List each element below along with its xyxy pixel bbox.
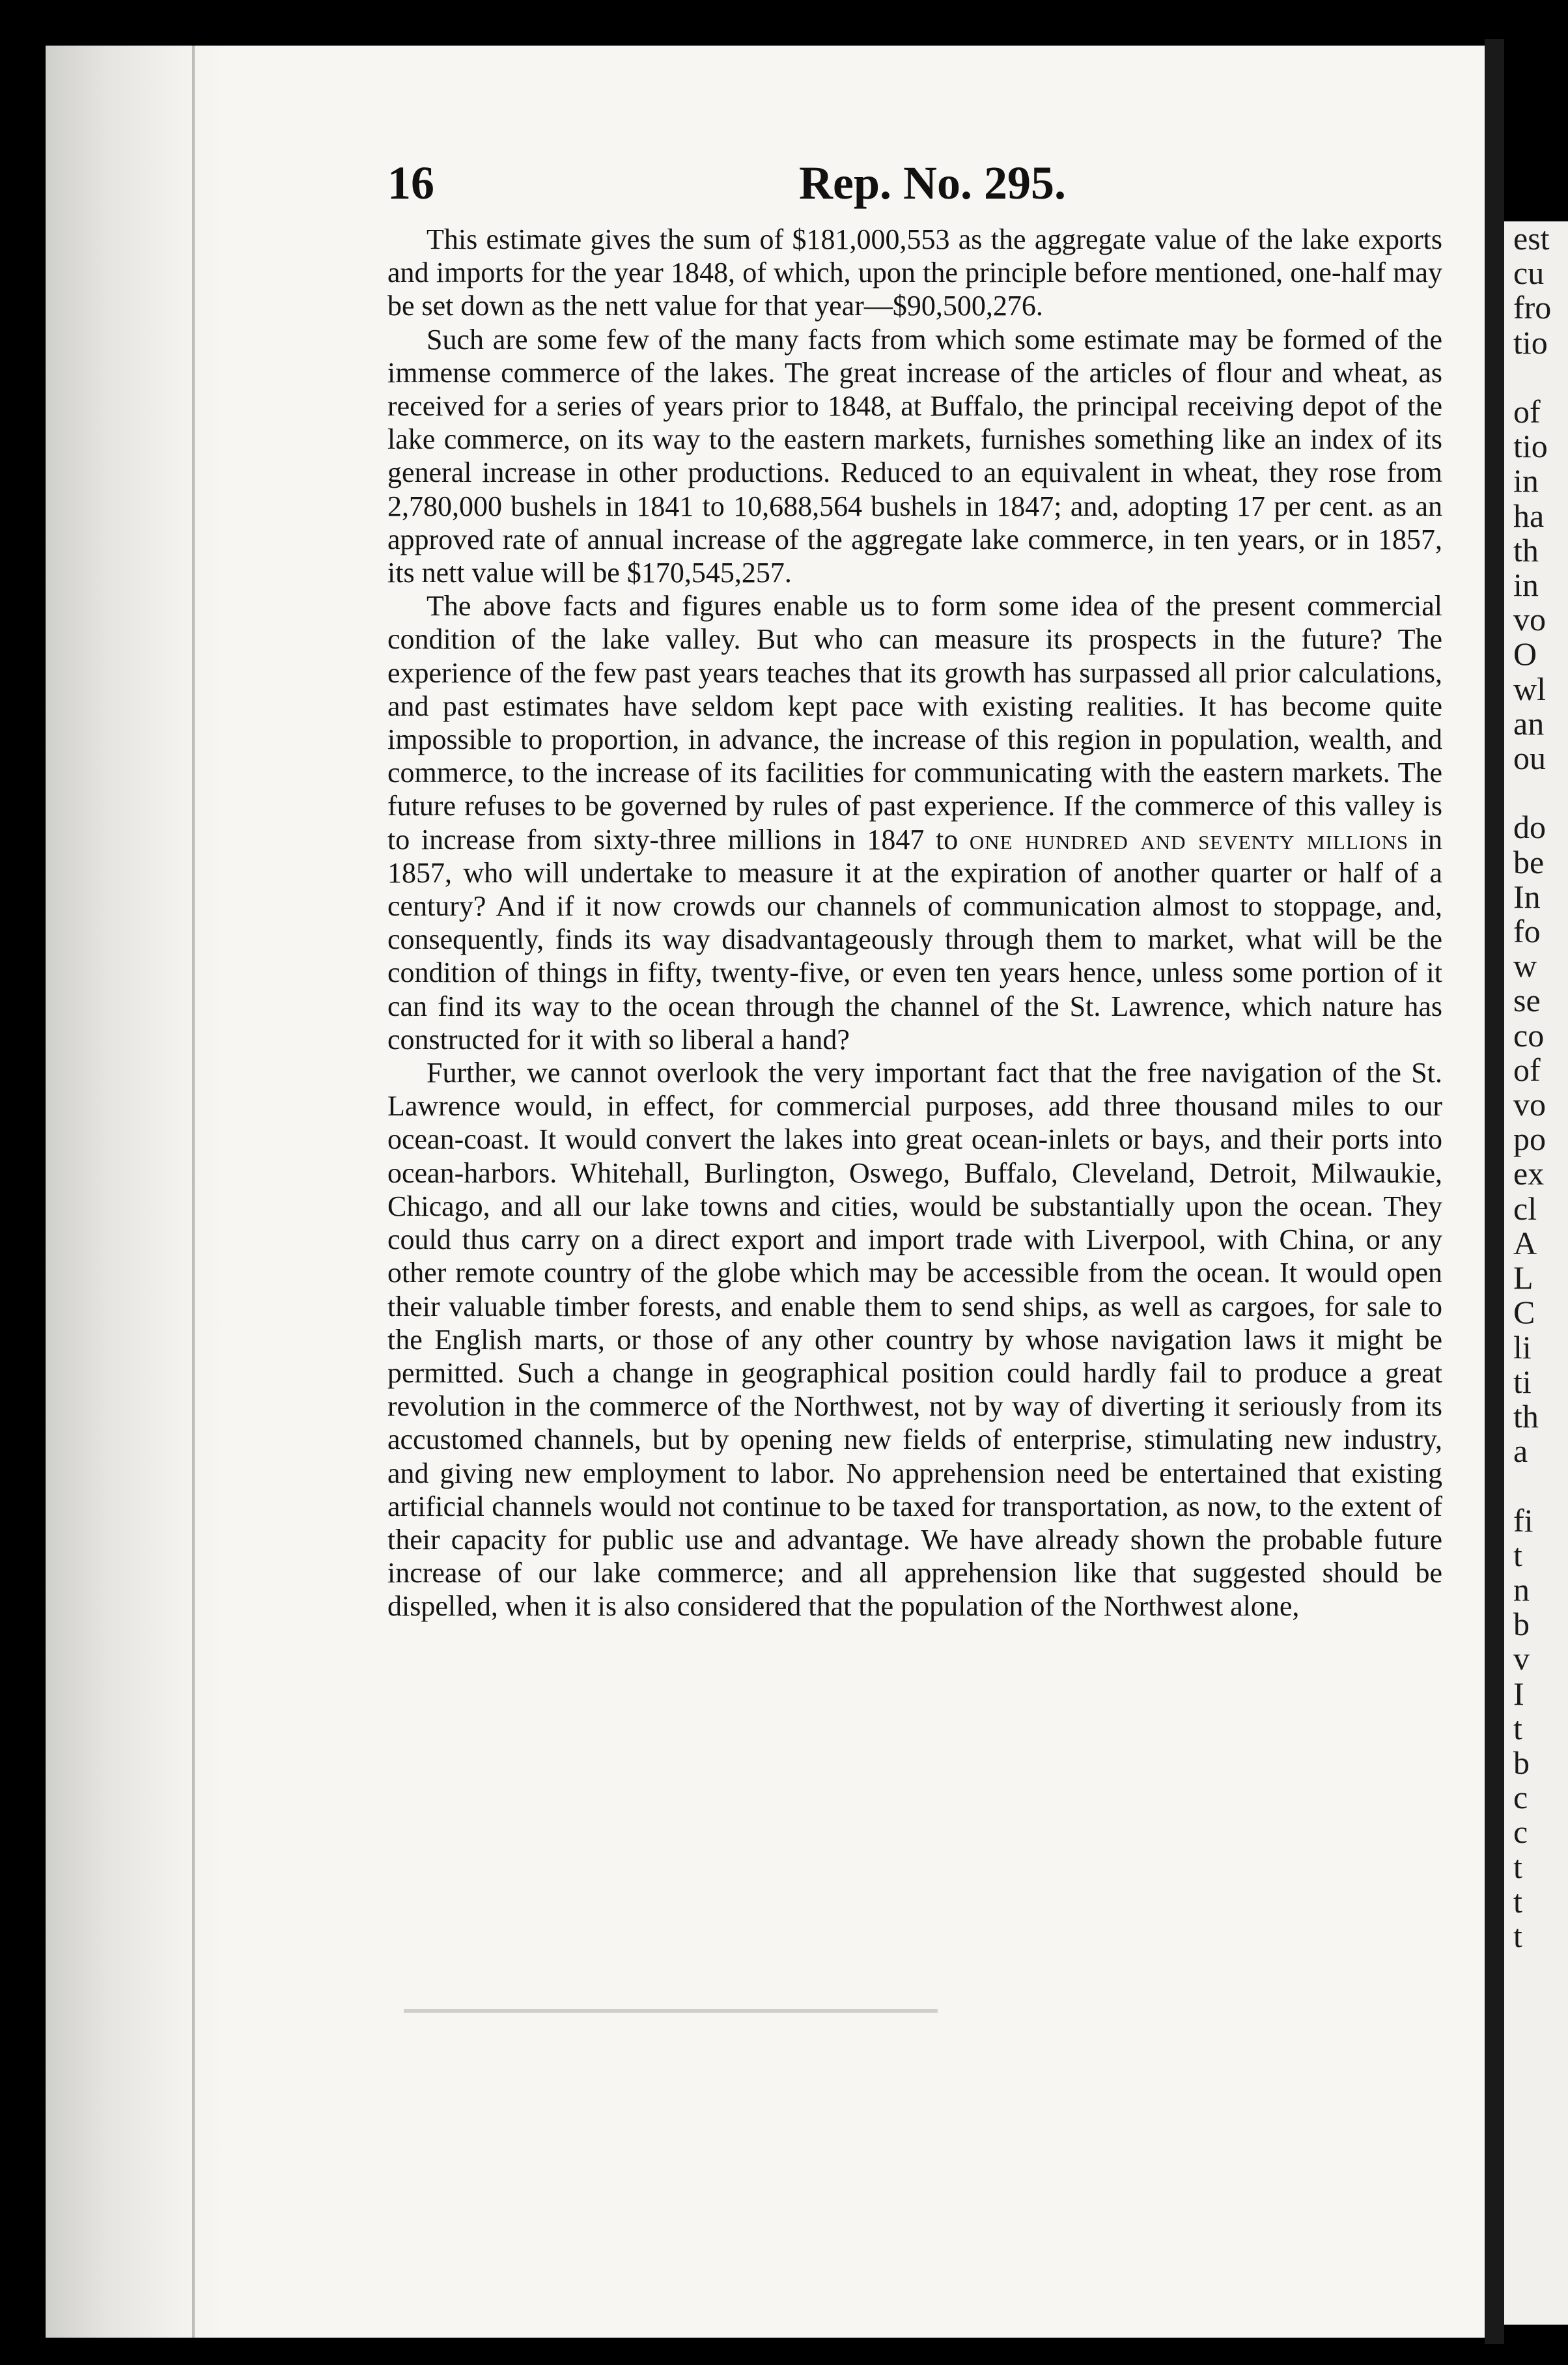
page-number: 16 xyxy=(387,157,434,209)
facing-page-fragments: est cu fro tio of tio in ha th in vo O wl an ou do be In fo w se co of vo po ex cl A L C li ti th a fi t n b v I t b c c t t t xyxy=(1513,221,1552,1954)
paragraph-2: Such are some few of the many facts from which some estimate may be formed of the immense commerce of the lakes. The great increase of the articles of flour and wheat, as received for a series of years prior to 1848, at Buffalo, the principal receiving depot of the lake commerce, on its way to the eastern markets, furnishes something like an index of its general increase in other productions. Reduced to an equivalent in wheat, they rose from 2,780,000 bushels in 1841 to 10,688,564 bushels in 1847; and, adopting 17 per cent. as an approved rate of annual increase of the aggregate lake commerce, in ten years, or in 1857, its nett value will be $170,545,257. xyxy=(387,323,1442,589)
running-head: Rep. No. 295. xyxy=(799,157,1066,209)
paragraph-3-small-caps: one hundred and seventy millions xyxy=(969,823,1409,856)
paragraph-1: This estimate gives the sum of $181,000,553 as the aggregate value of the lake exports and imports for the year 1848, of which, upon the principle before mentioned, one-half may be set down as the nett value for that year—$90,500,276. xyxy=(387,223,1442,322)
binding-crease-line xyxy=(192,46,195,2338)
paragraph-4: Further, we cannot overlook the very important fact that the free navigation of the St. Lawrence would, in effect, for commercial purposes, add three thousand miles to our ocean-coast. It would convert the lakes into great ocean-inlets or bays, and their ports into ocean-harbors. Whitehall, Burlington, Oswego, Buffalo, Cleveland, Detroit, Milwaukie, Chicago, and all our lake towns and cities, would be substantially upon the ocean. They could thus carry on a direct export and import trade with Liverpool, with China, or any other remote country of the globe which may be accessible from the ocean. It would open their valuable timber forests, and enable them to send ships, as well as cargoes, for sale to the English marts, or those of any other country by whose navigation laws it might be permitted. Such a change in geographical position could hardly fail to produce a great revolution in the commerce of the Northwest, not by way of diverting it seriously from its accustomed channels, but by opening new fields of enterprise, stimulating new industry, and giving new employment to labor. No apprehension need be entertained that existing artificial channels would not continue to be taxed for transportation, as now, to the extent of their capacity for public use and advantage. We have already shown the probable future increase of our lake commerce; and all apprehension like that suggested should be dispelled, when it is also considered that the population of the Northwest alone, xyxy=(387,1057,1442,1623)
page-binding-shadow xyxy=(46,46,228,2338)
body-text xyxy=(387,223,1442,1623)
page-gutter xyxy=(1485,39,1504,2344)
paragraph-3 xyxy=(387,589,1442,1056)
page-header xyxy=(387,156,1442,208)
paragraph-3-text-after: in 1857, who will undertake to measure it at the expiration of another quarter or half of a century? And if it now crowds our channels of communication almost to stoppage, and, consequently, finds its way disadvantageously through them to market, what will be the condition of things in fifty, twenty-five, or even ten years hence, unless some portion of it can find its way to the ocean through the channel of the St. Lawrence, which nature has constructed for it with so liberal a hand? xyxy=(387,823,1443,1056)
bottom-smudge-rule xyxy=(404,2009,938,2013)
facing-page-edge xyxy=(1504,221,1568,2325)
paragraph-3-text-before: The above facts and figures enable us to form some idea of the present commercial condition of the lake valley. But who can measure its prospects in the future? The experience of the few past years teaches that its growth has surpassed all prior calculations, and past estimates have seldom kept pace with existing realities. It has become quite impossible to proportion, in advance, the increase of this region in population, wealth, and commerce, to the increase of its facilities for communicating with the eastern markets. The future refuses to be governed by rules of past experience. If the commerce of this valley is to increase from sixty-three millions in 1847 to xyxy=(387,590,1442,856)
